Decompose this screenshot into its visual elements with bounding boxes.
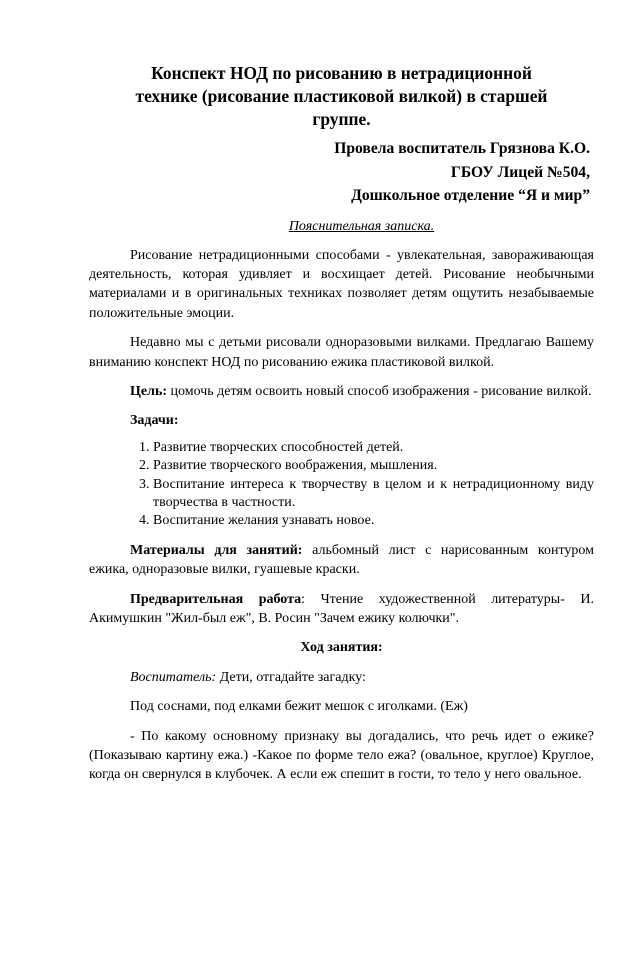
goal-label: Цель: <box>130 383 168 399</box>
author-line-2: ГБОУ Лицей №504, <box>450 163 590 181</box>
tasks-list <box>89 439 594 531</box>
goal-text: цомочь детям освоить новый способ изображения - рисование вилкой. <box>167 383 592 399</box>
dialog-paragraph-3: - По какому основному признаку вы догадались, что речь идет о ежике? (Показываю картину ежа.) -Какое по форме тело ежа? (овальное, круглое) Круглое, когда он свернулся в клубочек. А если еж спешит в гости, то тело у него овальное. <box>89 728 594 783</box>
riddle-paragraph: Под соснами, под елками бежит мешок с иголками. (Еж) <box>130 699 468 715</box>
task-item-3: 3. Воспитание интереса к творчеству в целом и к нетрадиционному виду творчества в частности. <box>153 476 594 513</box>
explanatory-note-heading: Пояснительная записка. <box>288 218 435 234</box>
task-item-2: 2. Развитие творческого воображения, мышления. <box>153 457 594 475</box>
document-title <box>89 62 594 131</box>
tasks-label: Задачи: <box>130 413 179 429</box>
tasks-heading <box>89 411 594 430</box>
prework-paragraph <box>89 590 594 629</box>
prework-text: : Чтение художественной литературы- И. Акимушкин "Жил-был еж", В. Росин "Зачем ежику колючки". <box>89 591 594 626</box>
title-line-3: группе. <box>312 109 371 129</box>
materials-text: альбомный лист с нарисованным контуром ежика, одноразовые вилки, гуашевые краски. <box>89 542 594 578</box>
author-line-3: Дошкольное отделение “Я и мир” <box>351 187 590 204</box>
materials-paragraph <box>89 541 594 580</box>
goal-paragraph <box>89 382 594 401</box>
task-item-4: 4. Воспитание желания узнавать новое. <box>153 512 594 530</box>
dialog-line-1-text: Дети, отгадайте загадку: <box>216 669 366 685</box>
prework-label: Предварительная работа <box>130 591 302 607</box>
dialog-line-1 <box>89 668 594 687</box>
author-block <box>89 137 594 208</box>
intro-paragraph-2: Недавно мы с детьми рисовали одноразовыми вилками. Предлагаю Вашему вниманию конспект НОД по рисованию ежика пластиковой вилкой. <box>89 335 594 370</box>
speaker-label: Воспитатель: <box>130 669 217 685</box>
document-page <box>0 62 638 965</box>
title-line-1: Конспект НОД по рисованию в нетрадиционной <box>151 63 532 83</box>
materials-label: Материалы для занятий: <box>130 542 303 558</box>
title-line-2: технике (рисование пластиковой вилкой) в старшей <box>135 86 548 106</box>
lesson-heading: Ход занятия: <box>300 640 383 656</box>
task-item-1: 1. Развитие творческих способностей детей. <box>153 439 594 457</box>
intro-paragraph-1: Рисование нетрадиционными способами - увлекательная, завораживающая деятельность, которая удивляет и восхищает детей. Рисование необычными материалами и в оригинальных техниках позволяет детям ощутить незабываемые положительные эмоции. <box>89 247 594 321</box>
author-line-1: Провела воспитатель Грязнова К.О. <box>334 140 590 157</box>
